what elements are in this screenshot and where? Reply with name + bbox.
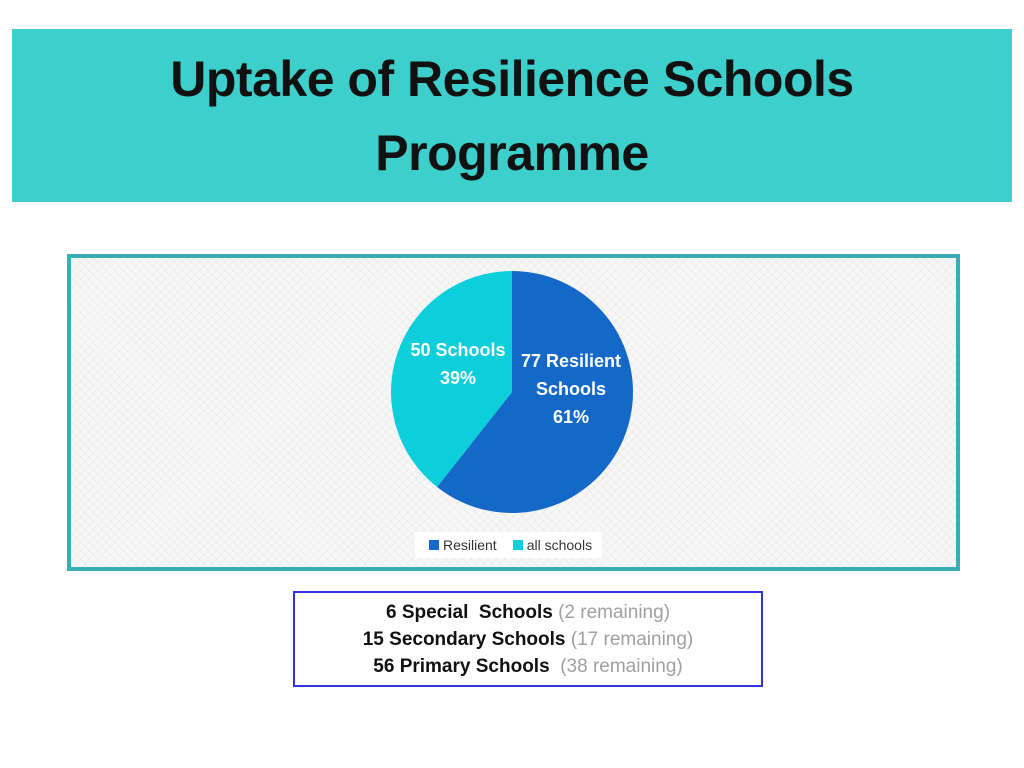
chart-frame <box>67 254 960 571</box>
pie-label-all-schools: 50 Schools 39% <box>410 340 506 388</box>
note-secondary-count: 15 Secondary Schools <box>362 628 566 650</box>
legend-item-all-schools <box>513 537 592 553</box>
note-secondary-remaining: (17 remaining) <box>565 628 694 650</box>
legend-swatch-resilient <box>429 540 439 550</box>
note-special-remaining: (2 remaining) <box>552 601 671 623</box>
chart-legend <box>415 532 602 558</box>
legend-item-resilient <box>429 537 497 553</box>
pie-chart <box>71 258 956 567</box>
title-banner <box>12 29 1012 202</box>
slide-title-line-2: Programme <box>375 124 649 181</box>
slide-title-line-1: Uptake of Resilience Schools <box>170 50 854 107</box>
legend-label-resilient: Resilient <box>443 537 497 553</box>
note-line-primary <box>373 653 682 680</box>
note-primary-remaining: (38 remaining) <box>549 655 683 677</box>
note-special-count: 6 Special Schools <box>385 601 553 623</box>
legend-swatch-all-schools <box>513 540 523 550</box>
school-breakdown-box <box>293 591 763 687</box>
note-primary-count: 56 Primary Schools <box>373 655 550 677</box>
note-line-secondary <box>363 626 694 653</box>
legend-label-all-schools: all schools <box>526 537 593 553</box>
pie-label-resilient: 77 Resilient Schools 61% <box>520 351 622 427</box>
note-line-special <box>386 599 670 626</box>
